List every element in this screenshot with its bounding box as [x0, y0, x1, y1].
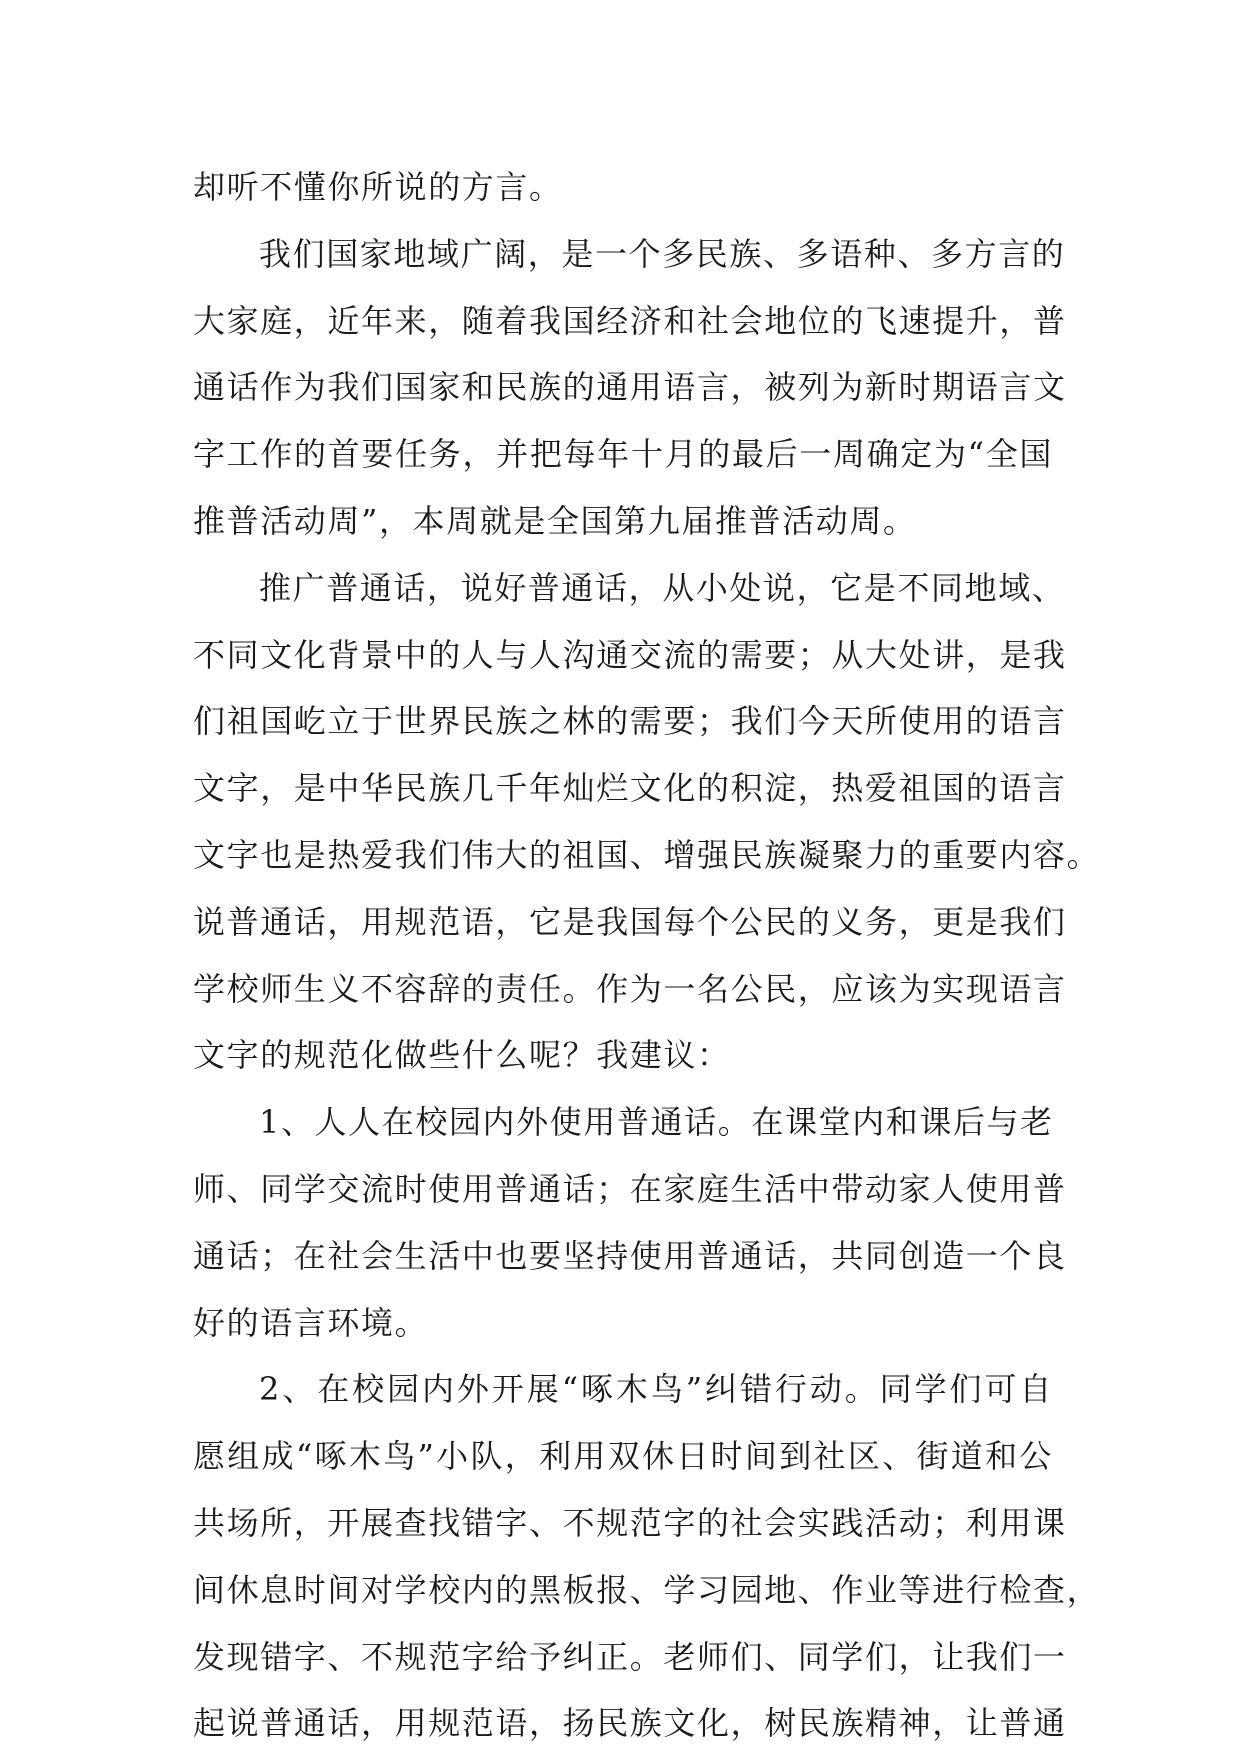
document-body: [193, 154, 1101, 1757]
text-line: 通话；在社会生活中也要坚持使用普通话，共同创造一个良: [193, 1236, 1067, 1275]
text-line: 们祖国屹立于世界民族之林的需要；我们今天所使用的语言: [193, 702, 1067, 741]
text-line: 不同文化背景中的人与人沟通交流的需要；从大处讲，是我: [193, 635, 1067, 674]
text-line: 学校师生义不容辞的责任。作为一名公民，应该为实现语言: [193, 969, 1067, 1008]
text-line: 1、人人在校园内外使用普通话。在课堂内和课后与老: [259, 1103, 1054, 1142]
text-line: 却听不懂你所说的方言。: [193, 168, 563, 206]
text-line: 通话作为我们国家和民族的通用语言，被列为新时期语言文: [193, 368, 1067, 407]
text-line: 师、同学交流时使用普通话；在家庭生活中带动家人使用普: [193, 1169, 1067, 1208]
text-line: 好的语言环境。: [193, 1303, 429, 1342]
text-line: 共场所，开展查找错字、不规范字的社会实践活动；利用课: [193, 1503, 1067, 1542]
text-line: 文字也是热爱我们伟大的祖国、增强民族凝聚力的重要内容。: [193, 835, 1101, 874]
text-line: 文字，是中华民族几千年灿烂文化的积淀，热爱祖国的语言: [193, 769, 1067, 808]
text-line: 大家庭，近年来，随着我国经济和社会地位的飞速提升，普: [193, 301, 1067, 340]
text-line: 我们国家地域广阔，是一个多民族、多语种、多方言的: [259, 234, 1066, 273]
text-line: 愿组成“啄木鸟”小队，利用双休日时间到社区、街道和公: [193, 1437, 1053, 1476]
text-line: 推普活动周”，本周就是全国第九届推普活动周。: [193, 501, 917, 540]
text-line: 字工作的首要任务，并把每年十月的最后一周确定为“全国: [193, 435, 1053, 474]
text-line: 2、在校园内外开展“啄木鸟”纠错行动。同学们可自: [259, 1370, 1053, 1409]
text-line: 发现错字、不规范字给予纠正。老师们、同学们，让我们一: [193, 1637, 1067, 1676]
text-line: 起说普通话，用规范语，扬民族文化，树民族精神，让普通: [193, 1704, 1067, 1743]
text-line: 文字的规范化做些什么呢？我建议：: [193, 1036, 731, 1075]
text-line: 间休息时间对学校内的黑板报、学习园地、作业等进行检查，: [193, 1570, 1101, 1609]
text-line: 说普通话，用规范语，它是我国每个公民的义务，更是我们: [193, 902, 1067, 941]
text-line: 推广普通话，说好普通话，从小处说，它是不同地域、: [259, 568, 1066, 607]
